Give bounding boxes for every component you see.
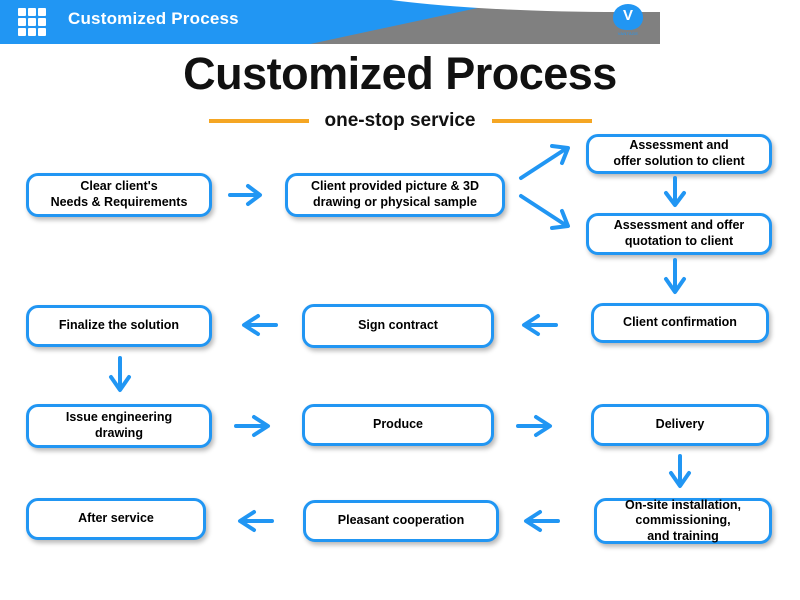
logo-text: VANTAGE [617, 31, 639, 36]
flow-node-after-service[interactable] [26, 498, 206, 540]
flow-node-client-confirmation-label: Client confirmation [623, 315, 737, 330]
flow-node-after-service-label: After service [78, 511, 154, 526]
arrow-installation-to-cooperation [514, 508, 562, 534]
flow-node-installation[interactable] [594, 498, 772, 544]
brand-logo [605, 4, 651, 42]
flow-node-finalize-solution[interactable] [26, 305, 212, 347]
subtitle-rule-right [492, 119, 592, 123]
flow-node-needs-label: Clear client's Needs & Requirements [50, 179, 188, 209]
logo-mark: V [613, 4, 643, 30]
flow-node-delivery-label: Delivery [655, 417, 705, 432]
arrow-needs-to-picture [228, 182, 272, 208]
flow-node-sign-contract[interactable] [302, 304, 494, 348]
arrow-cooperation-to-after-service [228, 508, 276, 534]
arrow-drawing-to-produce [232, 413, 280, 439]
header-title: Customized Process [68, 9, 239, 28]
flow-node-delivery[interactable] [591, 404, 769, 446]
flow-node-produce[interactable] [302, 404, 494, 446]
flow-node-assess-quotation-label: Assessment and offer quotation to client [613, 218, 745, 248]
arrow-picture-to-assess-quotation [518, 190, 584, 234]
subtitle-row [0, 110, 800, 132]
arrow-confirmation-to-contract [512, 312, 560, 338]
flow-node-client-confirmation[interactable] [591, 303, 769, 343]
grid-icon[interactable] [18, 8, 46, 36]
flow-node-installation-label: On-site installation, commissioning, and training [625, 497, 741, 543]
arrow-produce-to-delivery [514, 413, 562, 439]
flow-node-issue-drawing-label: Issue engineering drawing [65, 410, 173, 440]
flow-node-needs[interactable] [26, 173, 212, 217]
arrow-finalize-to-drawing [107, 356, 133, 400]
flow-node-sign-contract-label: Sign contract [358, 318, 438, 333]
flow-node-assess-solution-label: Assessment and offer solution to client [613, 138, 745, 168]
flow-node-picture-label: Client provided picture & 3D drawing or physical sample [310, 179, 480, 209]
arrow-picture-to-assess-solution [518, 140, 584, 184]
flow-node-assess-solution[interactable] [586, 134, 772, 174]
arrow-contract-to-finalize [232, 312, 280, 338]
arrow-assess-solution-to-quotation [662, 176, 688, 214]
page-subtitle: one-stop service [324, 110, 476, 131]
flow-node-assess-quotation[interactable] [586, 213, 772, 255]
subtitle-rule-left [209, 119, 309, 123]
flow-node-finalize-solution-label: Finalize the solution [58, 318, 180, 333]
flow-node-issue-drawing[interactable] [26, 404, 212, 448]
page-title: Customized Process [183, 48, 617, 99]
flow-node-produce-label: Produce [372, 417, 423, 432]
arrow-delivery-to-installation [667, 454, 693, 496]
flow-node-picture[interactable] [285, 173, 505, 217]
arrow-quotation-to-confirmation [662, 258, 688, 302]
flow-node-cooperation-label: Pleasant cooperation [337, 513, 465, 528]
flow-node-cooperation[interactable] [303, 500, 499, 542]
